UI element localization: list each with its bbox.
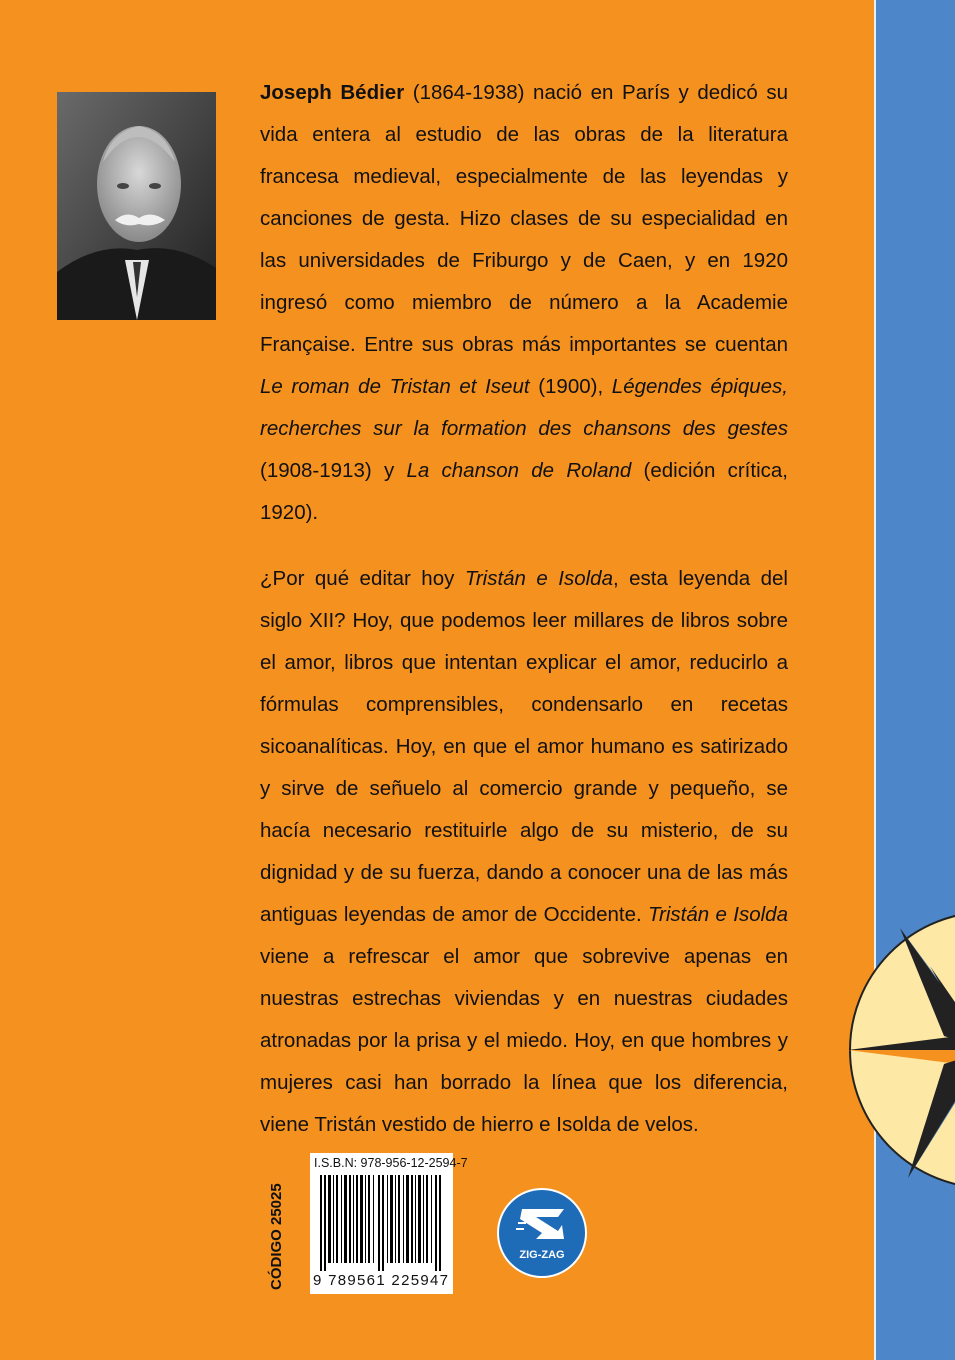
product-code: CÓDIGO 25025 bbox=[268, 1183, 285, 1290]
compass-rose-graphic bbox=[848, 860, 955, 1240]
isbn-barcode bbox=[310, 1153, 468, 1294]
barcode-digits: 9 789561 225947 bbox=[313, 1272, 450, 1289]
publisher-logo bbox=[496, 1187, 588, 1279]
book-title: Tristán e Isolda bbox=[464, 567, 613, 590]
barcode-bars bbox=[318, 1175, 446, 1271]
work-title: Légendes épiques, recherches sur la formation des chansons des gestes bbox=[260, 375, 788, 440]
isbn-label: I.S.B.N: 978-956-12-2594-7 bbox=[314, 1156, 468, 1170]
back-cover-text bbox=[260, 72, 788, 1146]
author-photo bbox=[57, 92, 216, 320]
author-bio: Joseph Bédier (1864-1938) nació en París y dedicó su vida entera al estudio de las obras de la literatura francesa medieval, especialmente de las leyendas y canciones de gesta. Hizo clases de su especialidad en las universidades de Friburgo y de Caen, y en 1920 ingresó como miembro de número a la Academie Française. Entre sus obras más importantes se cuentan Le roman de Tristan et Iseut (1900), Légendes épiques, recherches sur la formation des chansons des gestes (1908-1913) y La chanson de Roland (edición crítica, 1920). bbox=[260, 81, 788, 524]
publisher-name: ZIG-ZAG bbox=[519, 1249, 565, 1261]
book-blurb: ¿Por qué editar hoy Tristán e Isolda, esta leyenda del siglo XII? Hoy, que podemos leer millares de libros sobre el amor, libros que intentan explicar el amor, reducirlo a fórmulas comprensibles, condensarlo en recetas sicoanalíticas. Hoy, en que el amor humano es satirizado y sirve de señuelo al comercio grande y pequeño, se hacía necesario restituirle algo de su misterio, de su dignidad y de su fuerza, dando a conocer una de las más antiguas leyendas de amor de Occidente. Tristán e Isolda viene a refrescar el amor que sobrevive apenas en nuestras estrechas viviendas y en nuestras ciudades atronadas por la prisa y el miedo. Hoy, en que hombres y mujeres casi han borrado la línea que los diferencia, viene Tristán vestido de hierro e Isolda de velos. bbox=[260, 567, 788, 1136]
author-name: Joseph Bédier bbox=[260, 81, 405, 104]
book-title: Tristán e Isolda bbox=[648, 903, 788, 926]
work-title: La chanson de Roland bbox=[406, 459, 632, 482]
work-title: Le roman de Tristan et Iseut bbox=[260, 375, 530, 398]
